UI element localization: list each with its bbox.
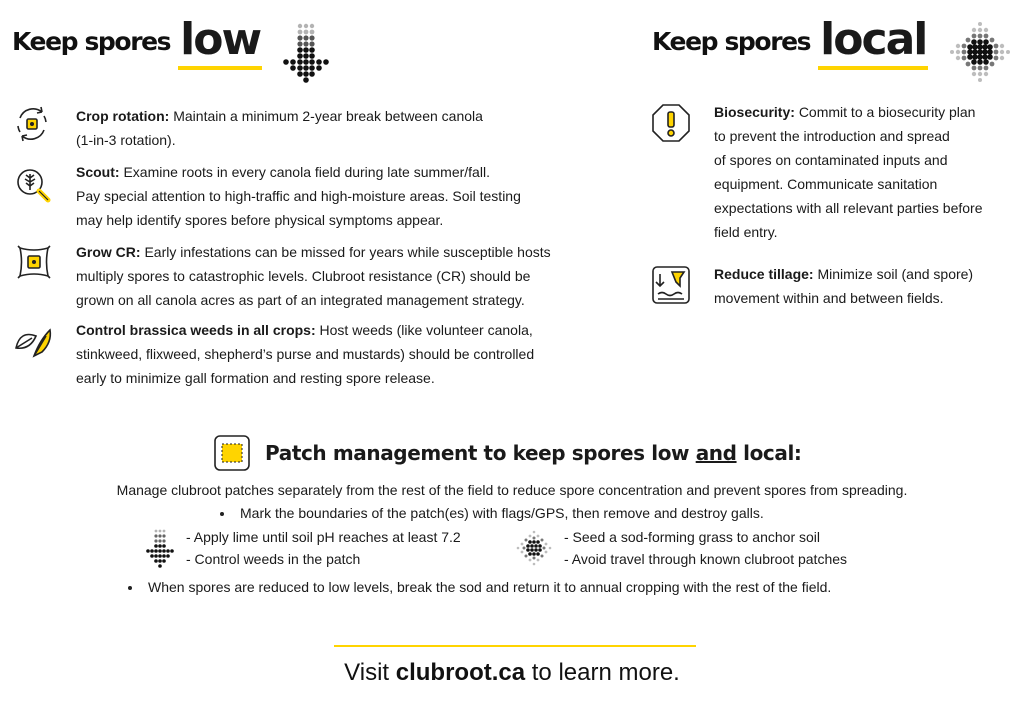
low-heading-accent: low [178, 18, 262, 70]
low-actions [186, 526, 461, 570]
reduce-tillage-text: Minimize soil (and spore) [817, 266, 974, 282]
patch-bullet-2-text: When spores are reduced to low levels, break the sod and return it to annual cropping with the rest of the field. [148, 579, 832, 595]
biosecurity-text-4: equipment. Communicate sanitation [714, 176, 938, 192]
crop-rotation-label: Crop rotation: [76, 108, 170, 124]
scout-item [76, 160, 616, 232]
scout-text-3: may help identify spores before physical symptoms appear. [76, 212, 444, 228]
biosecurity-text-3: of spores on contaminated inputs and [714, 152, 948, 168]
weeds-text-2: stinkweed, flixweed, shepherd’s purse and mustards) should be controlled [76, 346, 535, 362]
local-action-travel: - Avoid travel through known clubroot patches [564, 551, 848, 567]
bullet-dot [220, 512, 224, 516]
footer-divider [334, 645, 696, 647]
crop-rotation-text-2: (1-in-3 rotation). [76, 132, 176, 148]
scout-text-2: Pay special attention to high-traffic and high-moisture areas. Soil testing [76, 188, 521, 204]
biosecurity-text: Commit to a biosecurity plan [798, 104, 976, 120]
weeds-text: Host weeds (like volunteer canola, [319, 322, 533, 338]
patch-square-icon [214, 435, 250, 471]
scout-text: Examine roots in every canola field during late summer/fall. [123, 164, 490, 180]
biosecurity-text-5: expectations with all relevant parties before [714, 200, 983, 216]
local-action-sod: - Seed a sod-forming grass to anchor soil [564, 529, 821, 545]
grow-cr-text-2: multiply spores to catastrophic levels. Clubroot resistance (CR) should be [76, 268, 531, 284]
low-heading-prefix: Keep spores [12, 27, 171, 56]
soil-tillage-icon [650, 264, 690, 304]
low-heading [12, 14, 262, 70]
converge-dots-icon [948, 20, 1012, 84]
biosecurity-item [714, 100, 1020, 244]
weeds-label: Control brassica weeds in all crops: [76, 322, 316, 338]
scout-label: Scout: [76, 164, 120, 180]
local-heading [652, 14, 928, 70]
biosecurity-label: Biosecurity: [714, 104, 795, 120]
crop-rotation-item [76, 104, 616, 152]
crop-rotation-text: Maintain a minimum 2-year break between canola [173, 108, 483, 124]
reduce-tillage-label: Reduce tillage: [714, 266, 814, 282]
local-heading-prefix: Keep spores [652, 27, 811, 56]
patch-title-start: Patch management to keep spores low [265, 441, 696, 465]
small-down-arrow-dots-icon [146, 528, 174, 568]
patch-bullet-1 [220, 502, 764, 524]
patch-title [265, 441, 802, 465]
patch-intro: Manage clubroot patches separately from the rest of the field to reduce spore concentration and prevent spores from spreading. [116, 482, 908, 498]
footer-link[interactable]: clubroot.ca [395, 659, 526, 686]
grow-cr-text: Early infestations can be missed for years while susceptible hosts [144, 244, 551, 260]
reduce-tillage-text-2: movement within and between fields. [714, 290, 944, 306]
biosecurity-text-2: to prevent the introduction and spread [714, 128, 950, 144]
grow-cr-item [76, 240, 616, 312]
local-actions [564, 526, 847, 570]
footer-cta [0, 659, 1024, 687]
footer-visit: Visit [344, 659, 396, 686]
seed-bag-icon [14, 242, 54, 282]
weeds-text-3: early to minimize gall formation and resting spore release. [76, 370, 435, 386]
weeds-item [76, 318, 616, 390]
warning-octagon-icon [650, 102, 690, 142]
patch-bullet-1-text: Mark the boundaries of the patch(es) with flags/GPS, then remove and destroy galls. [240, 505, 764, 521]
low-action-weeds: - Control weeds in the patch [186, 551, 361, 567]
footer-learn-more: to learn more. [525, 659, 680, 686]
patch-bullet-2 [128, 576, 831, 598]
magnifier-plant-icon [14, 166, 54, 206]
local-heading-accent: local [818, 18, 928, 70]
patch-title-end: local: [736, 441, 802, 465]
leaf-icon [12, 322, 52, 362]
grow-cr-label: Grow CR: [76, 244, 141, 260]
down-arrow-dots-icon [280, 22, 332, 86]
patch-title-and: and [695, 441, 737, 465]
small-converge-dots-icon [516, 530, 552, 566]
low-action-lime: - Apply lime until soil pH reaches at least 7.2 [186, 529, 461, 545]
biosecurity-text-6: field entry. [714, 224, 778, 240]
grow-cr-text-3: grown on all canola acres as part of an integrated management strategy. [76, 292, 525, 308]
bullet-dot [128, 586, 132, 590]
rotation-arrows-icon [12, 104, 52, 144]
reduce-tillage-item [714, 262, 1020, 310]
